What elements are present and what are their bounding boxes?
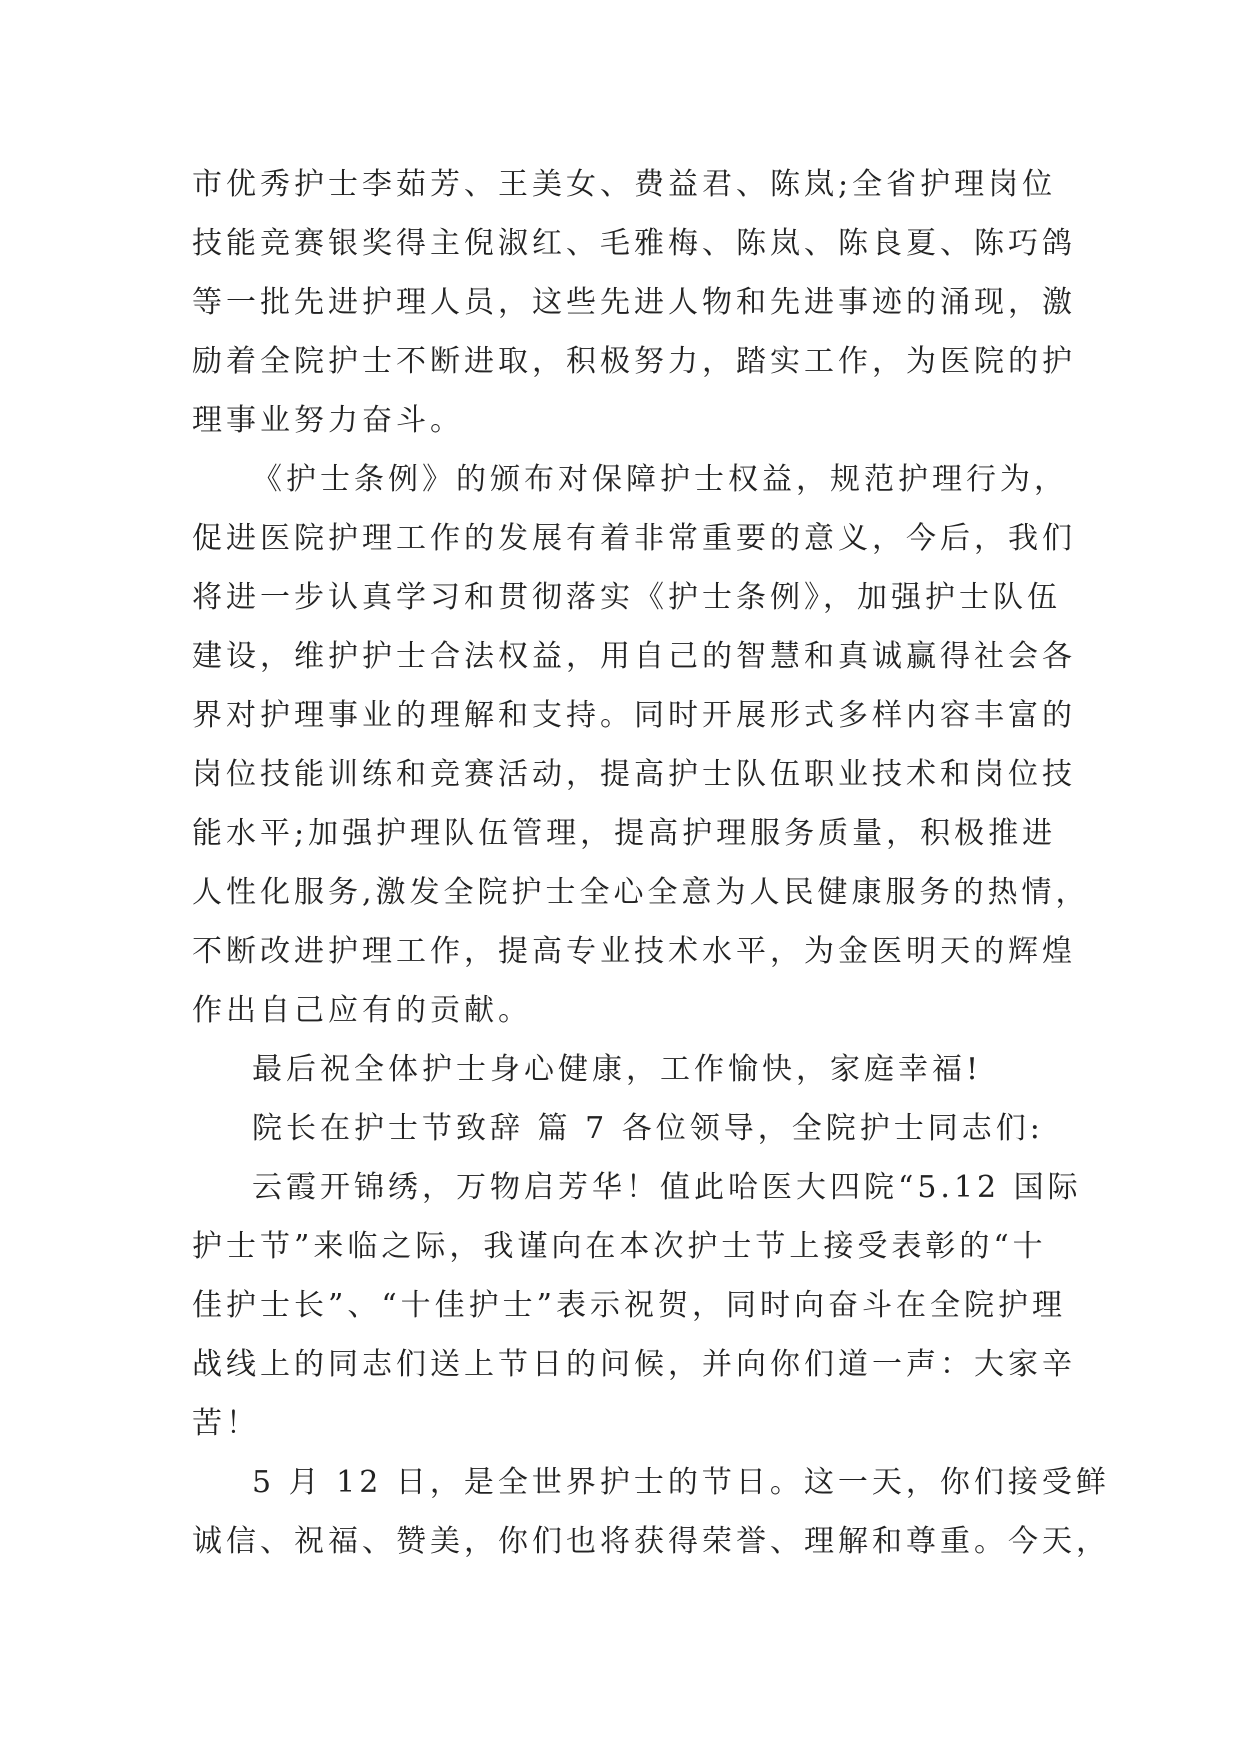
paragraph	[192, 1040, 1062, 1099]
text-line: 佳护士长”、“十佳护士”表示祝贺，同时向奋斗在全院护理	[192, 1288, 1067, 1323]
text-line: 不断改进护理工作，提高专业技术水平，为金医明天的辉煌	[192, 934, 1076, 969]
text-line: 界对护理事业的理解和支持。同时开展形式多样内容丰富的	[192, 698, 1076, 733]
text-line: 市优秀护士李茹芳、王美女、费益君、陈岚;全省护理岗位	[192, 167, 1057, 202]
text-line: 促进医院护理工作的发展有着非常重要的意义，今后，我们	[192, 521, 1076, 556]
text-line: 技能竞赛银奖得主倪淑红、毛雅梅、陈岚、陈良夏、陈巧鸽	[192, 226, 1076, 261]
text-line: 等一批先进护理人员，这些先进人物和先进事迹的涌现，激	[192, 285, 1076, 320]
paragraph	[192, 155, 1076, 450]
paragraph	[192, 450, 1090, 1040]
text-line: 5 月 12 日，是全世界护士的节日。这一天，你们接受鲜	[252, 1465, 1110, 1500]
text-line: 建设，维护护士合法权益，用自己的智慧和真诚赢得社会各	[192, 639, 1076, 674]
text-line: 将进一步认真学习和贯彻落实《护士条例》，加强护士队伍	[192, 580, 1061, 615]
text-line: 云霞开锦绣，万物启芳华！值此哈医大四院“5.12 国际	[252, 1170, 1082, 1205]
text-line: 战线上的同志们送上节日的问候，并向你们道一声：大家辛	[192, 1347, 1076, 1382]
text-line: 作出自己应有的贡献。	[192, 993, 532, 1028]
text-line: 最后祝全体护士身心健康，工作愉快，家庭幸福!	[252, 1052, 983, 1087]
text-line: 诚信、祝福、赞美，你们也将获得荣誉、理解和尊重。今天，	[192, 1524, 1110, 1559]
text-line: 理事业努力奋斗。	[192, 403, 464, 438]
paragraph	[192, 1099, 1062, 1158]
paragraph	[192, 1453, 1110, 1571]
text-line: 能水平;加强护理队伍管理，提高护理服务质量，积极推进	[192, 816, 1057, 851]
text-line: 护士节”来临之际，我谨向在本次护士节上接受表彰的“十	[192, 1229, 1047, 1264]
text-line: 励着全院护士不断进取，积极努力，踏实工作，为医院的护	[192, 344, 1076, 379]
paragraph	[192, 1158, 1082, 1453]
text-line: 《护士条例》的颁布对保障护士权益，规范护理行为，	[252, 462, 1068, 497]
document-body	[192, 155, 1110, 1571]
text-line: 院长在护士节致辞 篇 7 各位领导，全院护士同志们:	[252, 1111, 1044, 1146]
text-line: 苦！	[192, 1406, 260, 1441]
text-line: 岗位技能训练和竞赛活动，提高护士队伍职业技术和岗位技	[192, 757, 1076, 792]
text-line: 人性化服务,激发全院护士全心全意为人民健康服务的热情，	[192, 875, 1090, 910]
